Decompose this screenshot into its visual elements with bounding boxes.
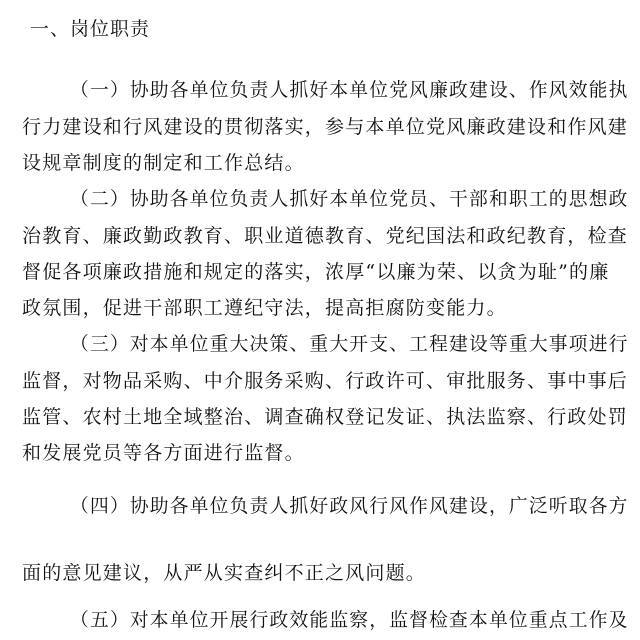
paragraph-1-line-1: （一）协助各单位负责人抓好本单位党风廉政建设、作风效能执 xyxy=(70,80,629,101)
paragraph-2-line-1: （二）协助各单位负责人抓好本单位党员、干部和职工的思想政 xyxy=(70,189,629,210)
paragraph-5-line-1: （五）对本单位开展行政效能监察，监督检查本单位重点工作及 xyxy=(70,610,629,631)
paragraph-4-line-1: （四）协助各单位负责人抓好政风行风作风建设，广泛听取各方 xyxy=(70,496,629,517)
paragraph-3-line-1: （三）对本单位重大决策、重大开支、工程建设等重大事项进行 xyxy=(70,334,629,355)
paragraph-2-line-2: 治教育、廉政勤政教育、职业道德教育、党纪国法和政纪教育，检查 xyxy=(22,225,629,247)
paragraph-2-line-4: 政氛围，促进干部职工遵纪守法，提高拒腐防变能力。 xyxy=(22,297,507,319)
paragraph-3-line-4: 和发展党员等各方面进行监督。 xyxy=(22,442,305,464)
paragraph-1-line-2: 行力建设和行风建设的贯彻落实，参与本单位党风廉政建设和作风建 xyxy=(22,116,629,138)
paragraph-3-line-2: 监督，对物品采购、中介服务采购、行政许可、审批服务、事中事后 xyxy=(22,370,629,392)
paragraph-3-line-3: 监管、农村土地全域整治、调查确权登记发证、执法监察、行政处罚 xyxy=(22,406,629,428)
paragraph-4-line-2: 面的意见建议，从严从实查纠不正之风问题。 xyxy=(22,562,427,584)
paragraph-2-line-3: 督促各项廉政措施和规定的落实，浓厚“以廉为荣、以贪为耻”的廉 xyxy=(22,261,610,283)
paragraph-1-line-3: 设规章制度的制定和工作总结。 xyxy=(22,152,305,174)
section-heading: 一、岗位职责 xyxy=(30,18,151,40)
